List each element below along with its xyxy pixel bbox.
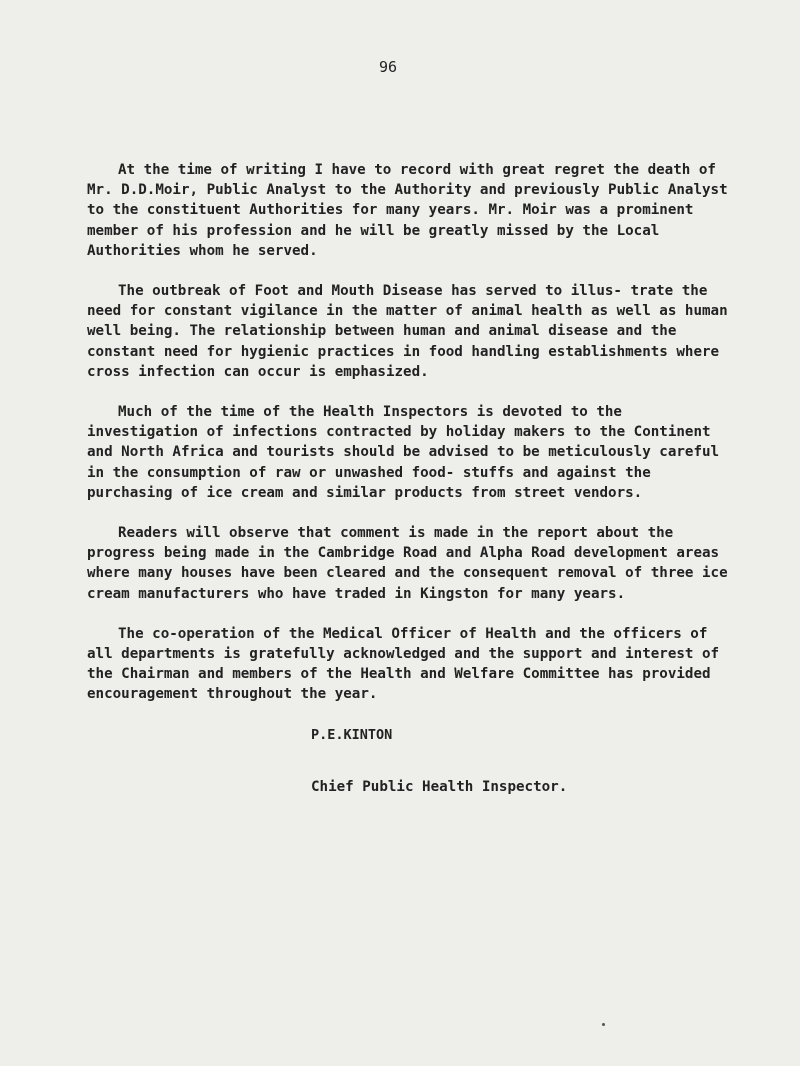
signature-title: Chief Public Health Inspector. [311, 778, 568, 795]
page-number: 96 [378, 58, 398, 76]
paragraph-holiday-infections: Much of the time of the Health Inspectors is devoted to the investigation of infections contracted by holiday makers to the Continent and North Africa and tourists should be advised to be meticulously careful in the consumption of raw or unwashed food- stuffs and against the purchasing of ice cream and similar products from street vendors. [87, 404, 720, 501]
paragraph-acknowledgements: The co-operation of the Medical Officer of Health and the officers of all departments is gratefully acknowledged and the support and interest of the Chairman and members of the Health and Welfare Committee has provided encouragement throughout the year. [87, 625, 720, 703]
signature-name: P.E.KINTON [311, 726, 393, 743]
report-body [87, 160, 737, 797]
paragraph-foot-and-mouth: The outbreak of Foot and Mouth Disease has served to illus- trate the need for constant vigilance in the matter of animal health as well as human well being. The relationship between human and animal disease and the constant need for hygienic practices in food handling establishments where cross infection can occur is emphasized. [87, 283, 728, 380]
paper-speck [602, 1023, 605, 1026]
paragraph-redevelopment: Readers will observe that comment is made in the report about the progress being made in the Cambridge Road and Alpha Road development areas where many houses have been cleared and the consequent removal of three ice cream manufacturers who have traded in Kingston for many years. [87, 525, 728, 602]
paragraph-moir-obituary: At the time of writing I have to record with great regret the death of Mr. D.D.Moir, Public Analyst to the Authority and previously Public Analyst to the constituent Authorities for many years. Mr. Moir was a prominent member of his profession and he will be greatly missed by the Local Authorities whom he served. [87, 162, 728, 259]
